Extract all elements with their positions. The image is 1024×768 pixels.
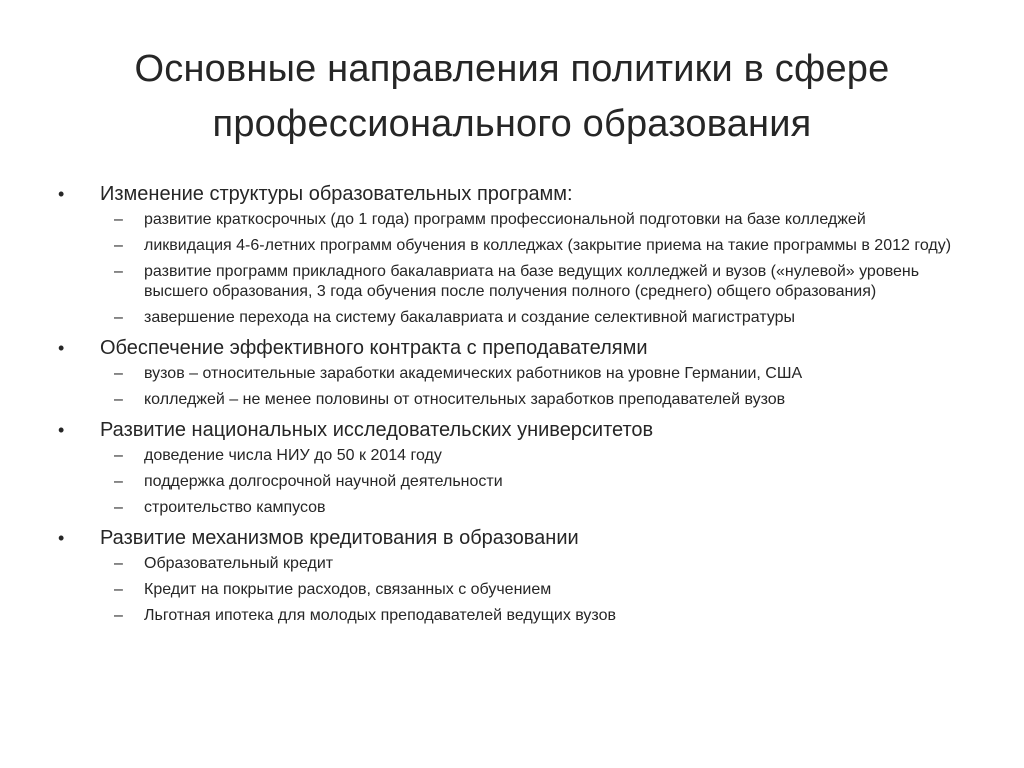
sub-list — [58, 446, 968, 518]
bullet-item — [58, 524, 968, 552]
slide-title — [40, 42, 984, 152]
bullet-icon: • — [58, 528, 65, 548]
sub-item-text: развитие программ прикладного бакалавриата на базе ведущих колледжей и вузов («нулевой» уровень высшего образования, 3 года обучения после получения полного (среднего) общего образования) — [144, 263, 920, 300]
bullet-text: Обеспечение эффективного контракта с преподавателями — [100, 337, 648, 359]
sub-list — [58, 210, 968, 328]
sub-item-text: ликвидация 4-6-летних программ обучения в колледжах (закрытие приема на такие программы в 2012 году) — [144, 237, 952, 254]
sub-item-text: строительство кампусов — [144, 499, 326, 516]
dash-icon: – — [114, 499, 123, 516]
dash-icon: – — [114, 555, 123, 572]
sub-item — [58, 606, 968, 626]
dash-icon: – — [114, 391, 123, 408]
sub-item-text: Образовательный кредит — [144, 555, 334, 572]
sub-item — [58, 580, 968, 600]
bullet-item — [58, 180, 968, 208]
bullet-text: Развитие механизмов кредитования в образовании — [100, 527, 579, 549]
dash-icon: – — [114, 581, 123, 598]
sub-item — [58, 236, 968, 256]
sub-item-text: поддержка долгосрочной научной деятельности — [144, 473, 503, 490]
sub-item-text: завершение перехода на систему бакалавриата и создание селективной магистратуры — [144, 309, 796, 326]
sub-item — [58, 390, 968, 410]
sub-item — [58, 364, 968, 384]
bullet-icon: • — [58, 420, 65, 440]
sub-item-text: вузов – относительные заработки академических работников на уровне Германии, США — [144, 365, 803, 382]
sub-list — [58, 554, 968, 626]
title-line-2: профессионального образования — [212, 103, 812, 145]
sub-item — [58, 210, 968, 230]
sub-item — [58, 554, 968, 574]
dash-icon: – — [114, 607, 123, 624]
bullet-text: Развитие национальных исследовательских университетов — [100, 419, 654, 441]
bullet-list — [58, 178, 968, 632]
sub-item — [58, 472, 968, 492]
sub-item-text: развитие краткосрочных (до 1 года) программ профессиональной подготовки на базе колледжей — [144, 211, 866, 228]
sub-item-text: доведение числа НИУ до 50 к 2014 году — [144, 447, 442, 464]
dash-icon: – — [114, 365, 123, 382]
dash-icon: – — [114, 237, 123, 254]
bullet-icon: • — [58, 184, 65, 204]
sub-item-text: колледжей – не менее половины от относительных заработков преподавателей вузов — [144, 391, 786, 408]
sub-item — [58, 498, 968, 518]
dash-icon: – — [114, 263, 123, 280]
bullet-icon: • — [58, 338, 65, 358]
title-line-1: Основные направления политики в сфере — [134, 48, 890, 90]
sub-list — [58, 364, 968, 410]
dash-icon: – — [114, 309, 123, 326]
bullet-text: Изменение структуры образовательных программ: — [100, 183, 573, 205]
bullet-item — [58, 334, 968, 362]
dash-icon: – — [114, 473, 123, 490]
sub-item — [58, 308, 968, 328]
dash-icon: – — [114, 447, 123, 464]
bullet-item — [58, 416, 968, 444]
sub-item — [58, 446, 968, 466]
sub-item-text: Льготная ипотека для молодых преподавателей ведущих вузов — [144, 607, 616, 624]
sub-item — [58, 262, 968, 302]
sub-item-text: Кредит на покрытие расходов, связанных с обучением — [144, 581, 552, 598]
dash-icon: – — [114, 211, 123, 228]
